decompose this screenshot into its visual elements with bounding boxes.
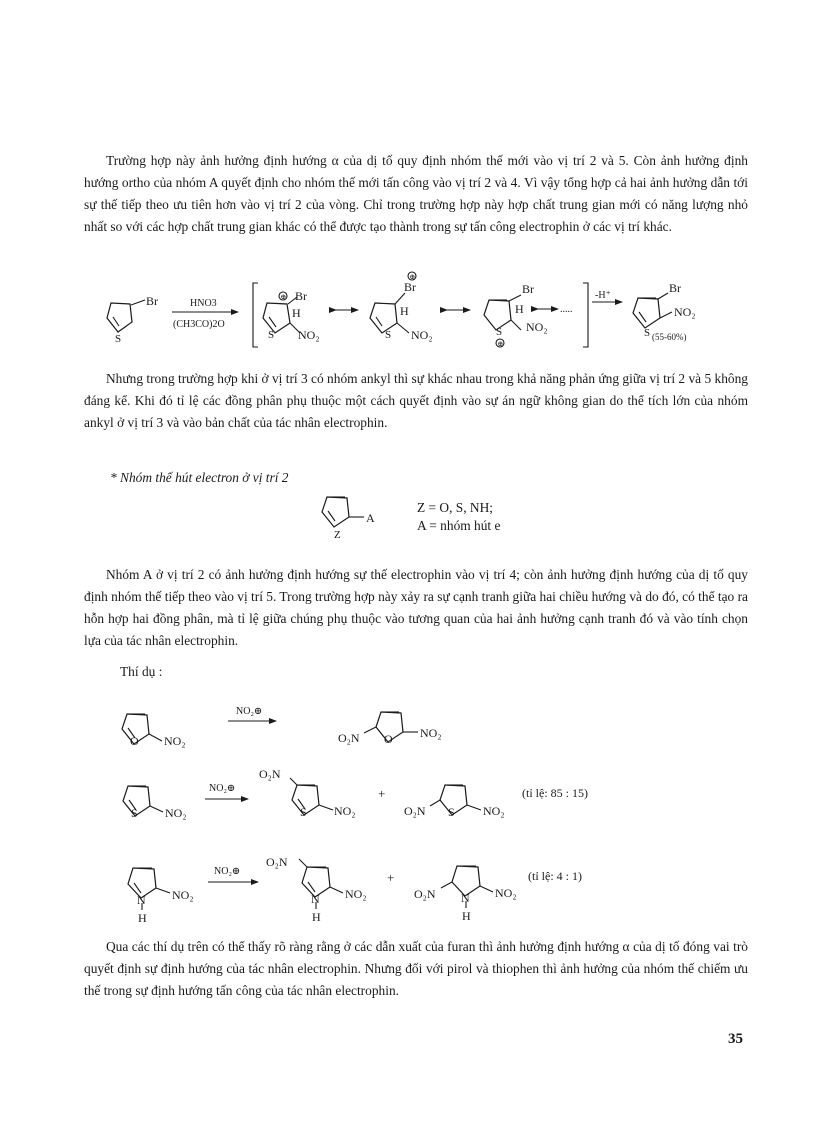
svg-text:N: N [461, 891, 470, 905]
svg-text:⊕: ⊕ [280, 293, 287, 301]
svg-text:S: S [448, 805, 455, 819]
paragraph-conclusion: Qua các thí dụ trên có thể thấy rõ ràng rằng ở các dẫn xuất của furan thì ảnh hưởng định hướng α của dị tố đóng vai trò quyết định sự định hướng của tác nhân electrophin. Nhưng đối với pirol và thiophen thì ảnh hưởng của nhóm thế chiếm ưu thế trong sự định hướng tấn công của tác nhân electrophin. [84, 939, 748, 998]
svg-text:H: H [400, 304, 409, 318]
svg-text:S: S [496, 326, 503, 338]
svg-text:O₂N: O₂N [266, 855, 288, 869]
sigma-complex-3 [484, 282, 548, 348]
svg-text:NO₂: NO₂ [165, 806, 187, 820]
ratio-thiophene: (tỉ lệ: 85 : 15) [522, 786, 588, 800]
thiophene-ring-reactant [107, 294, 158, 345]
label-br: Br [146, 294, 158, 308]
example-pyrrole [128, 855, 582, 925]
svg-text:S: S [268, 329, 275, 341]
svg-text:NO₂: NO₂ [345, 887, 367, 901]
svg-text:⊕: ⊕ [409, 273, 416, 281]
svg-text:N: N [311, 892, 320, 906]
svg-text:+: + [387, 870, 395, 885]
svg-text:O: O [130, 734, 139, 748]
svg-text:S: S [385, 329, 392, 341]
svg-text:S: S [300, 805, 307, 819]
svg-text:NO₂: NO₂ [172, 888, 194, 902]
svg-text:NO₂: NO₂ [420, 726, 442, 740]
solvent-acetic-anhydride: (CH3CO)2O [173, 319, 225, 330]
svg-text:.....: ..... [560, 304, 573, 315]
example-label: Thí dụ : [120, 664, 163, 679]
svg-text:Br: Br [295, 289, 307, 303]
svg-text:NO₂: NO₂ [674, 305, 696, 319]
ratio-pyrrole: (tỉ lệ: 4 : 1) [528, 869, 582, 883]
svg-text:NO₂⊕: NO₂⊕ [236, 706, 263, 717]
sigma-complex-1 [263, 289, 320, 342]
svg-text:⊕: ⊕ [497, 340, 504, 348]
svg-text:NO₂⊕: NO₂⊕ [209, 783, 236, 794]
deprotonation-label: -H⁺ [595, 290, 611, 301]
general-heterocycle-structure [322, 497, 375, 541]
svg-text:A: A [366, 511, 375, 525]
svg-text:S: S [131, 806, 138, 820]
z-options: Z = O, S, NH; [417, 500, 493, 515]
svg-text:H: H [138, 911, 147, 925]
svg-text:NO₂: NO₂ [334, 804, 356, 818]
svg-text:Br: Br [404, 280, 416, 294]
svg-text:Br: Br [522, 282, 534, 296]
svg-text:Z: Z [334, 529, 341, 541]
page-number: 35 [728, 1031, 743, 1047]
svg-text:H: H [462, 909, 471, 923]
scheme-bromothiophene-nitration [107, 272, 696, 348]
svg-text:O₂N: O₂N [259, 767, 281, 781]
label-s: S [115, 333, 122, 345]
yield-label: (55-60%) [652, 332, 687, 342]
a-definition: A = nhóm hút e [417, 518, 501, 533]
paragraph-intro: Trường hợp này ảnh hưởng định hướng α của dị tố quy định nhóm thế mới vào vị trí 2 và 5. Còn ảnh hưởng định hướng ortho của nhóm A quyết định cho nhóm thế mới tấn công vào vị trí 2 và 4. Vì vậy tổng hợp cả hai ảnh hưởng dẫn tới sự thế tiếp theo ưu tiên hơn vào vị trí 2 của vòng. Chỉ trong trường hợp này hợp chất trung gian mới có năng lượng nhỏ nhất so với các hợp chất trung gian khác có thể được tạo thành trong sự tấn công electrophin ở các vị trí khác. [84, 153, 748, 234]
svg-text:O₂N: O₂N [404, 804, 426, 818]
sigma-complex-2 [370, 272, 433, 342]
paragraph-alkyl: Nhưng trong trường hợp khi ở vị trí 3 có nhóm ankyl thì sự khác nhau trong khả năng phản ứng giữa vị trí 2 và 5 không đáng kể. Khi đó tỉ lệ các đồng phân phụ thuộc một cách quyết định vào sự án ngữ không gian do thể tích lớn của nhóm ankyl ở vị trí 3 và vào bản chất của tác nhân electrophin. [84, 371, 748, 430]
svg-text:H: H [312, 910, 321, 924]
svg-text:NO₂: NO₂ [411, 328, 433, 342]
example-furan [122, 706, 442, 748]
svg-text:O₂N: O₂N [338, 731, 360, 745]
svg-text:NO₂⊕: NO₂⊕ [214, 866, 241, 877]
svg-text:H: H [515, 302, 524, 316]
svg-text:O: O [384, 732, 393, 746]
example-thiophene [123, 767, 588, 820]
svg-text:NO₂: NO₂ [298, 328, 320, 342]
svg-text:NO₂: NO₂ [526, 320, 548, 334]
svg-text:H: H [292, 306, 301, 320]
svg-text:NO₂: NO₂ [495, 886, 517, 900]
svg-text:O₂N: O₂N [414, 887, 436, 901]
reagent-hno3: HNO3 [190, 298, 217, 309]
svg-text:S: S [644, 327, 651, 339]
svg-text:NO₂: NO₂ [164, 734, 186, 748]
paragraph-competition: Nhóm A ở vị trí 2 có ảnh hưởng định hướng sự thế electrophin vào vị trí 4; còn ảnh hưởng định hướng của dị tố quy định nhóm thế tiếp theo vào vị trí 5. Trong trường hợp này xảy ra sự cạnh tranh giữa hai chiều hướng và do đó, có thể tạo ra hỗn hợp hai đồng phân, mà tỉ lệ giữa chúng phụ thuộc vào tương quan của hai ảnh hưởng cạnh tranh đó và vào tính chọn lựa của tác nhân electrophin. [84, 567, 748, 648]
svg-text:N: N [137, 893, 146, 907]
subheading-ewg: * Nhóm thế hút electron ở vị trí 2 [110, 470, 289, 485]
svg-text:Br: Br [669, 281, 681, 295]
svg-text:NO₂: NO₂ [483, 804, 505, 818]
svg-text:+: + [378, 786, 386, 801]
nitro-bromothiophene-product [633, 281, 696, 342]
